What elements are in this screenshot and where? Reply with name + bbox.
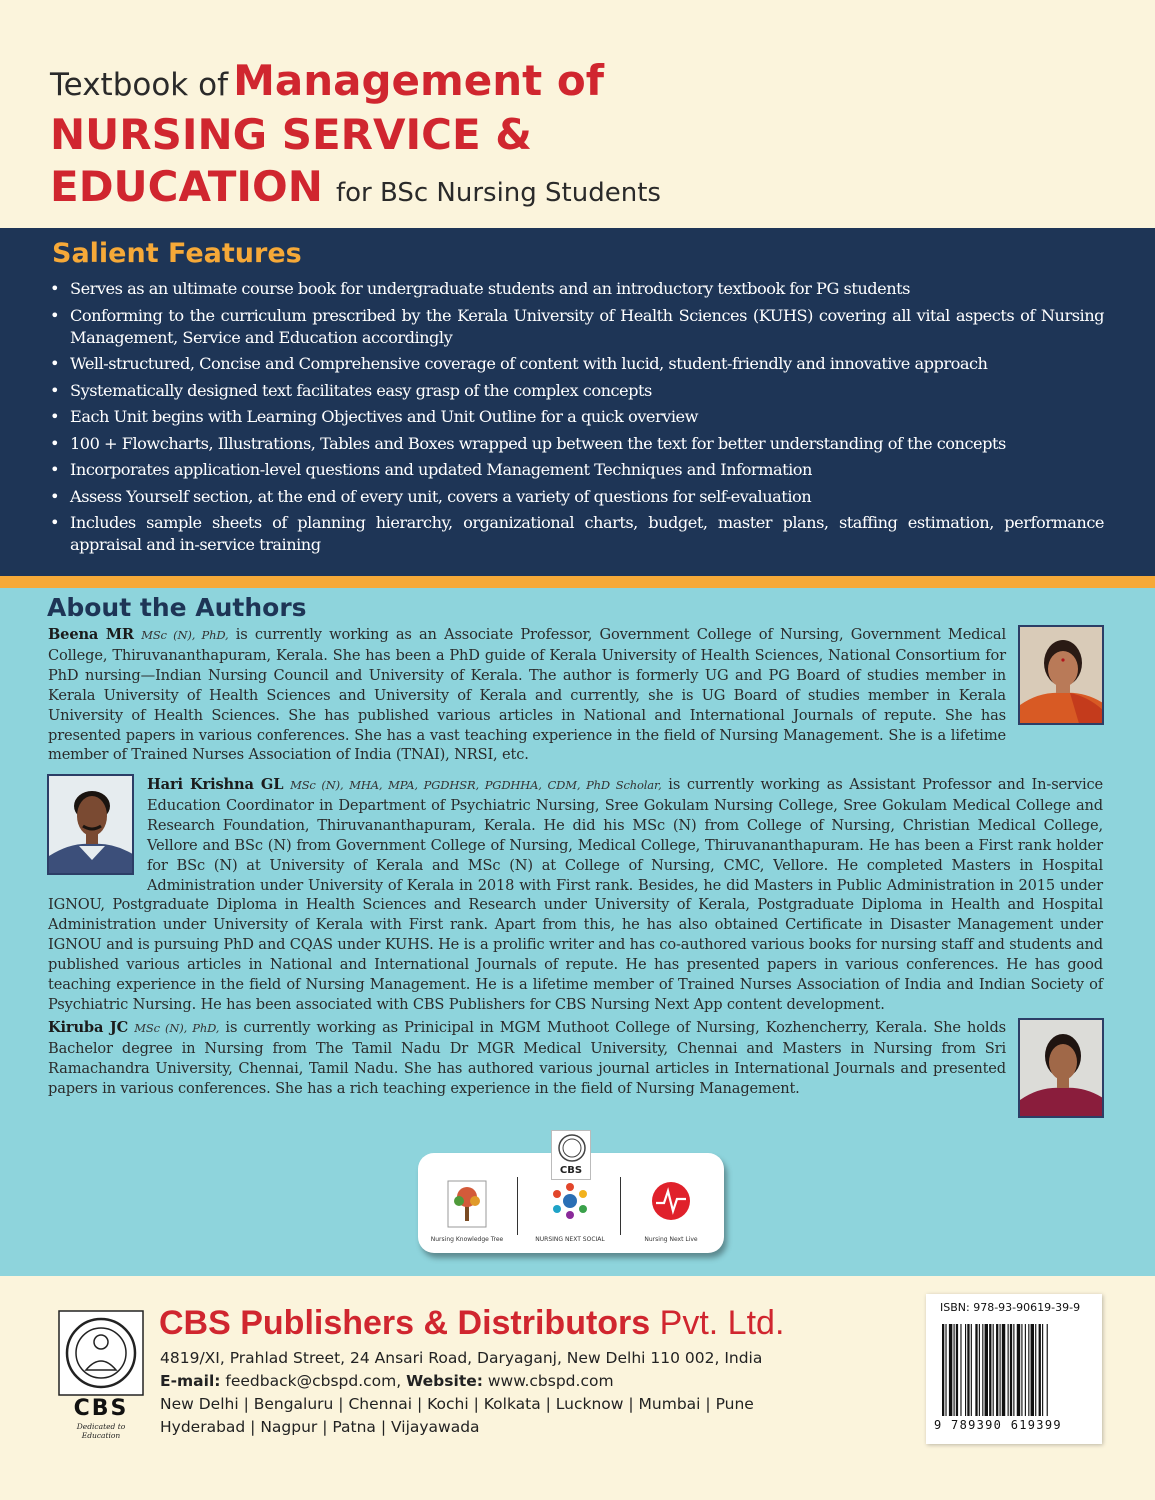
barcode-bar — [1047, 1324, 1048, 1416]
publisher-contact — [160, 1372, 614, 1390]
author-name: Kiruba JC — [48, 1019, 129, 1036]
publisher-cities-2: Hyderabad | Nagpur | Patna | Vijayawada — [160, 1418, 480, 1436]
author-bio-beena — [48, 625, 1006, 765]
email-label: E-mail: — [160, 1372, 221, 1390]
barcode-bar — [1017, 1324, 1020, 1416]
isbn-digits: 9 789390 619399 — [934, 1418, 1062, 1432]
authors-panel — [0, 588, 1155, 1276]
title-line-2: NURSING SERVICE & — [50, 110, 532, 159]
website-label: Website: — [406, 1372, 483, 1390]
feature-item: • Serves as an ultimate course book for undergraduate students and an introductory textbook for PG students — [48, 278, 1104, 300]
title-suffix: for BSc Nursing Students — [335, 178, 661, 208]
barcode-bar — [1008, 1324, 1009, 1416]
cbs-logo-tagline: Dedicated to Education — [76, 1422, 126, 1440]
barcode-bar — [996, 1324, 998, 1416]
barcode-bar — [993, 1324, 994, 1416]
orange-divider — [0, 576, 1155, 588]
author-bio-text: is currently working as Assistant Professor and In-service Education Coordinator in Department of Psychiatric Nursing, Sree Gokulam Nursing College, Sree Gokulam Medical College and Research Foundation, Thiruvananthapuram, Kerala. He did his MSc (N) from College of Nursing, Christian Medical College, Vellore and BSc (N) from Government College of Nursing, Medical College, Thiruvananthapuram. He has been a First rank holder for BSc (N) at University of Kerala and MSc (N) at College of Nursing, CMC, Vellore. He completed Masters in Hospital Administration under University of Kerala in 2018 with First rank. Besides, he did Masters in Public Administration in 2015 under IGNOU, Postgraduate Diploma in Health Sciences and Research under University of Kerala, Postgraduate Diploma in Health and Hospital Administration under University of Kerala with First rank. Apart from this, he has also obtained Certificate in Disaster Management under IGNOU and is pursuing PhD and CQAS under KUHS. He is a prolific writer and has co-authored various books for nursing staff and students and published various articles in National and International Journals of repute. He has presented papers in various conferences. He has good teaching experience in the field of Nursing Management. He is a lifetime member of Trained Nurses Association of India and Indian Society of Psychiatric Nursing. He has been associated with CBS Publishers for CBS Nursing Next App content development. — [48, 776, 1103, 1013]
barcode-bar — [982, 1324, 983, 1416]
logo-divider — [620, 1177, 621, 1235]
barcode-bar — [965, 1324, 966, 1416]
features-list — [48, 278, 1104, 561]
barcode-bar — [960, 1324, 961, 1416]
nursing-knowledge-tree-logo — [422, 1177, 512, 1243]
email-value: feedback@cbspd.com, — [225, 1372, 402, 1390]
nursing-next-live-logo — [626, 1177, 716, 1243]
author-bio-kiruba — [48, 1018, 1006, 1099]
author-name: Hari Krishna GL — [147, 776, 284, 793]
barcode-bar — [1039, 1324, 1041, 1416]
logo-caption: NURSING NEXT SOCIAL — [535, 1236, 605, 1243]
barcode-bar — [1002, 1324, 1005, 1416]
logo-caption: Nursing Knowledge Tree — [430, 1236, 504, 1243]
features-heading: Salient Features — [52, 238, 302, 269]
barcode-bar — [1035, 1324, 1036, 1416]
cbs-logo-word: CBS — [73, 1396, 129, 1421]
author-bio-hari — [48, 775, 1103, 1015]
feature-item: • Well-structured, Concise and Comprehensive coverage of content with lucid, student-friendly and innovative approach — [48, 353, 1104, 375]
publisher-name-bold: CBS Publishers & Distributors — [159, 1304, 651, 1342]
salient-features-panel — [0, 228, 1155, 576]
isbn-label: ISBN: 978-93-90619-39-9 — [940, 1301, 1081, 1314]
cbs-mini-text: CBS — [559, 1165, 583, 1176]
barcode-bar — [942, 1324, 944, 1416]
nursing-next-social-logo — [525, 1177, 615, 1243]
author-bio-text: is currently working as Prinicipal in MGM Muthoot College of Nursing, Kozhencherry, Kerala. She holds Bachelor degree in Nursing from The Tamil Nadu Dr MGR Medical University, Chennai and Masters in Nursing from Sri Ramachandra University, Chennai, Tamil Nadu. She has authored various journal articles in International Journals and presented papers in various conferences. She has a rich teaching experience in the field of Nursing Management. — [48, 1019, 1006, 1097]
barcode-bar — [975, 1324, 977, 1416]
feature-item: • Includes sample sheets of planning hierarchy, organizational charts, budget, master plans, staffing estimation, performance appraisal and in-service training — [48, 512, 1104, 556]
website-value: www.cbspd.com — [487, 1372, 614, 1390]
barcode-bar — [945, 1324, 946, 1416]
title-line-3: EDUCATION — [50, 162, 323, 211]
logo-caption: Nursing Next Live — [644, 1236, 698, 1243]
barcode-bar — [1031, 1324, 1034, 1416]
feature-item: • Each Unit begins with Learning Objectives and Unit Outline for a quick overview — [48, 406, 1104, 428]
author-bio-text: is currently working as an Associate Professor, Government College of Nursing, Government Medical College, Thiruvananthapuram, Kerala. She has been a PhD guide of Kerala University of Health Sciences, National Consortium for PhD nursing—Indian Nursing Council and University of Kerala. The author is formerly UG and PG Board of studies member in Kerala University of Health Sciences and University of Kerala and currently, she is UG Board of studies member in Kerala University of Health Sciences. She has published various articles in National and International Journals of repute. She has presented papers in various conferences. She has a vast teaching experience in the field of Nursing Management. She is a lifetime member of Trained Nurses Association of India (TNAI), NRSI, etc. — [48, 626, 1006, 764]
feature-item: • Incorporates application-level questions and updated Management Techniques and Information — [48, 459, 1104, 481]
publisher-cities-1: New Delhi | Bengaluru | Chennai | Kochi | Kolkata | Lucknow | Mumbai | Pune — [160, 1395, 754, 1413]
barcode-bar — [989, 1324, 991, 1416]
feature-item: • Systematically designed text facilitates easy grasp of the complex concepts — [48, 380, 1104, 402]
barcode-bar — [1025, 1324, 1026, 1416]
author-photo-kiruba — [1018, 1018, 1104, 1118]
author-qualifications: MSc (N), PhD, — [141, 628, 229, 642]
barcode-bar — [967, 1324, 969, 1416]
cbs-mini-logo — [551, 1130, 591, 1180]
author-photo-hari — [47, 774, 134, 875]
barcode-bar — [1042, 1324, 1043, 1416]
barcode-bar — [1010, 1324, 1012, 1416]
feature-item: • 100 + Flowcharts, Illustrations, Tables and Boxes wrapped up between the text for better understanding of the concepts — [48, 433, 1104, 455]
barcode-bar — [1000, 1324, 1001, 1416]
publisher-name — [159, 1304, 784, 1343]
logo-divider — [517, 1177, 518, 1235]
title-prefix: Textbook of — [50, 67, 228, 103]
barcode-bar — [985, 1324, 988, 1416]
barcode-bar — [1021, 1324, 1022, 1416]
barcode-bar — [954, 1324, 955, 1416]
barcode-bar — [1013, 1324, 1014, 1416]
cbs-logo — [58, 1310, 144, 1440]
feature-item: • Conforming to the curriculum prescribed by the Kerala University of Health Sciences (KUHS) covering all vital aspects of Nursing Management, Service and Education accordingly — [48, 305, 1104, 349]
barcode-bar — [1028, 1324, 1029, 1416]
author-qualifications: MSc (N), MHA, MPA, PGDHSR, PGDHHA, CDM, PhD Scholar, — [290, 778, 662, 792]
publisher-name-rest: Pvt. Ltd. — [659, 1304, 785, 1342]
barcode-bar — [949, 1324, 952, 1416]
barcode-bar — [971, 1324, 972, 1416]
feature-item: • Assess Yourself section, at the end of every unit, covers a variety of questions for self-evaluation — [48, 486, 1104, 508]
author-name: Beena MR — [48, 626, 134, 643]
publisher-address: 4819/XI, Prahlad Street, 24 Ansari Road, Daryaganj, New Delhi 110 002, India — [160, 1349, 763, 1367]
barcode — [942, 1324, 1088, 1416]
authors-heading: About the Authors — [47, 593, 307, 622]
author-photo-beena — [1018, 625, 1104, 725]
publisher-footer — [0, 1276, 1155, 1500]
barcode-bar — [956, 1324, 958, 1416]
isbn-barcode-box — [926, 1294, 1102, 1444]
barcode-bar — [979, 1324, 980, 1416]
title-line-1: Management of — [233, 56, 604, 105]
author-qualifications: MSc (N), PhD, — [134, 1021, 220, 1035]
